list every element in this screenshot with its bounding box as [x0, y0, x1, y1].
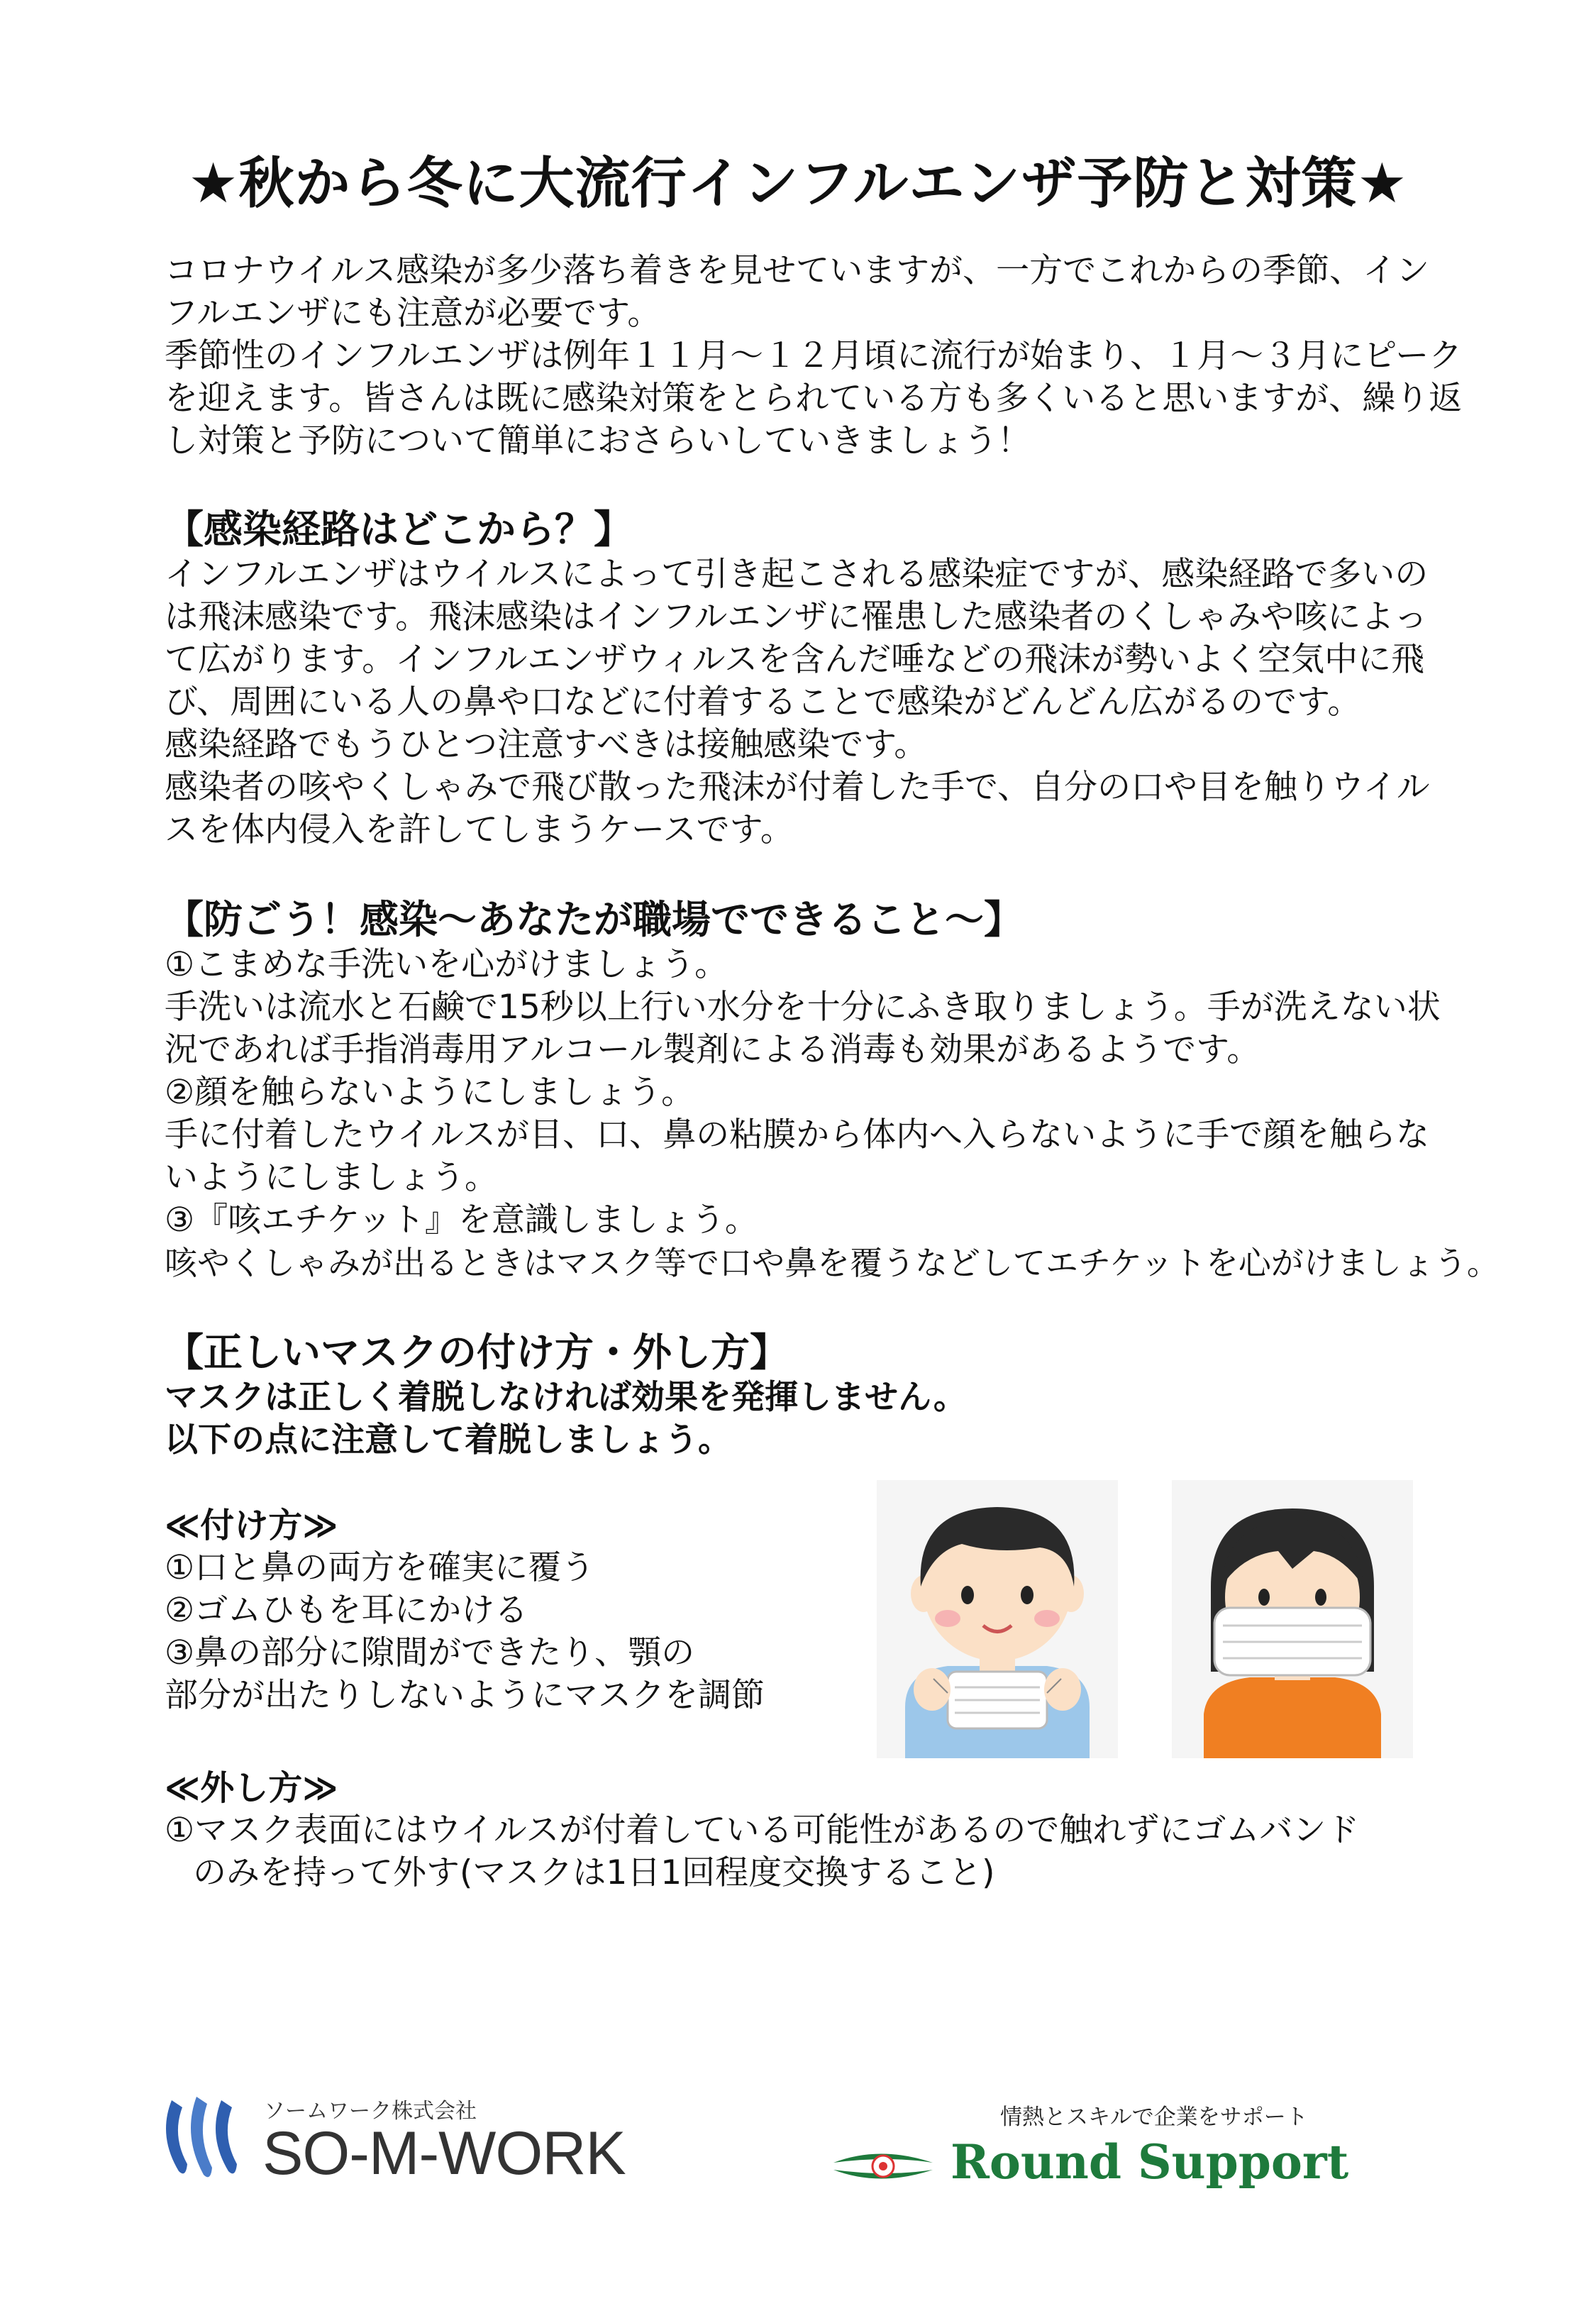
intro-line: フルエンザにも注意が必要です。: [165, 294, 661, 333]
section-heading: 【正しいマスクの付け方・外し方】: [165, 1330, 789, 1375]
mask-removing: [165, 1767, 1463, 1894]
body-line: 感染者の咳やくしゃみで飛び散った飛沫が付着した手で、自分の口や目を触りウイル: [165, 768, 1430, 807]
body-line: 況であれば手指消毒用アルコール製剤による消毒も効果があるようです。: [165, 1030, 1260, 1069]
round-support-emblem-icon: [830, 2141, 936, 2191]
wear-heading: ≪付け方≫: [165, 1506, 338, 1545]
wear-step: ③鼻の部分に隙間ができたり、顎の: [165, 1633, 695, 1672]
bold-line: 以下の点に注意して着脱しましょう。: [165, 1420, 731, 1460]
body-line: び、周囲にいる人の鼻や口などに付着することで感染がどんどん広がるのです。: [165, 683, 1361, 722]
body-line: て広がります。インフルエンザウィルスを含んだ唾などの飛沫が勢いよく空気中に飛: [165, 640, 1425, 679]
round-support-logo: [830, 2099, 1369, 2205]
logo2-tagline: 情熱とスキルで企業をサポート: [1000, 2104, 1308, 2130]
body-line: 手洗いは流水と石鹸で15秒以上行い水分を十分にふき取りましょう。手が洗えない状: [165, 988, 1441, 1027]
body-line: は飛沫感染です。飛沫感染はインフルエンザに罹患した感染者のくしゃみや咳によっ: [165, 597, 1428, 636]
section-infection-route: [165, 505, 1463, 851]
remove-step: のみを持って外す(マスクは1日1回程度交換すること): [193, 1853, 995, 1892]
body-line: ③『咳エチケット』を意識しましょう。: [165, 1201, 758, 1240]
body-line: ①こまめな手洗いを心がけましょう。: [165, 945, 728, 984]
page-title: ★秋から冬に大流行インフルエンザ予防と対策★: [188, 152, 1408, 216]
section-prevention: [165, 895, 1500, 1284]
boy-mask-illustration: [877, 1480, 1118, 1758]
intro-paragraph: [165, 250, 1463, 463]
so-m-work-logo: [157, 2093, 697, 2192]
section-mask: [165, 1328, 1463, 1462]
body-line: ②顔を触らないようにしましょう。: [165, 1073, 695, 1112]
body-line: 手に付着したウイルスが目、口、鼻の粘膜から体内へ入らないように手で顔を触らな: [165, 1115, 1430, 1154]
body-line: いようにしましょう。: [165, 1158, 498, 1197]
remove-step: ①マスク表面にはウイルスが付着している可能性があるので触れずにゴムバンド: [165, 1811, 1360, 1850]
section-heading: 【防ごう！感染～あなたが職場でできること～】: [165, 897, 1024, 942]
body-line: スを体内侵入を許してしまうケースです。: [165, 810, 794, 849]
remove-heading: ≪外し方≫: [165, 1768, 338, 1808]
wave-logo-icon: [157, 2093, 250, 2185]
body-line: 感染経路でもうひとつ注意すべきは接触感染です。: [165, 725, 928, 764]
intro-line: コロナウイルス感染が多少落ち着きを見せていますが、一方でこれからの季節、イン: [165, 251, 1430, 290]
intro-line: し対策と予防について簡単におさらいしていきましょう！: [165, 421, 1031, 460]
bold-line: マスクは正しく着脱しなければ効果を発揮しません。: [165, 1378, 967, 1417]
wear-step: ②ゴムひもを耳にかける: [165, 1591, 528, 1630]
girl-mask-illustration: [1172, 1480, 1413, 1758]
logo1-wordmark: SO-M-WORK: [262, 2119, 626, 2188]
body-line: インフルエンザはウイルスによって引き起こされる感染症ですが、感染経路で多いの: [165, 555, 1429, 594]
body-line: 咳やくしゃみが出るときはマスク等で口や鼻を覆うなどしてエチケットを心がけましょう。: [165, 1244, 1500, 1282]
logo1-company-name: ソームワーク株式会社: [264, 2099, 477, 2124]
intro-line: を迎えます。皆さんは既に感染対策をとられている方も多くいると思いますが、繰り返: [165, 379, 1463, 418]
logo2-wordmark: Round Support: [951, 2134, 1349, 2190]
wear-step: ①口と鼻の両方を確実に覆う: [165, 1548, 595, 1587]
intro-line: 季節性のインフルエンザは例年１１月～１２月頃に流行が始まり、１月～３月にピーク: [165, 336, 1463, 375]
wear-step: 部分が出たりしないようにマスクを調節: [165, 1676, 765, 1715]
section-heading: 【感染経路はどこから？】: [165, 507, 633, 552]
